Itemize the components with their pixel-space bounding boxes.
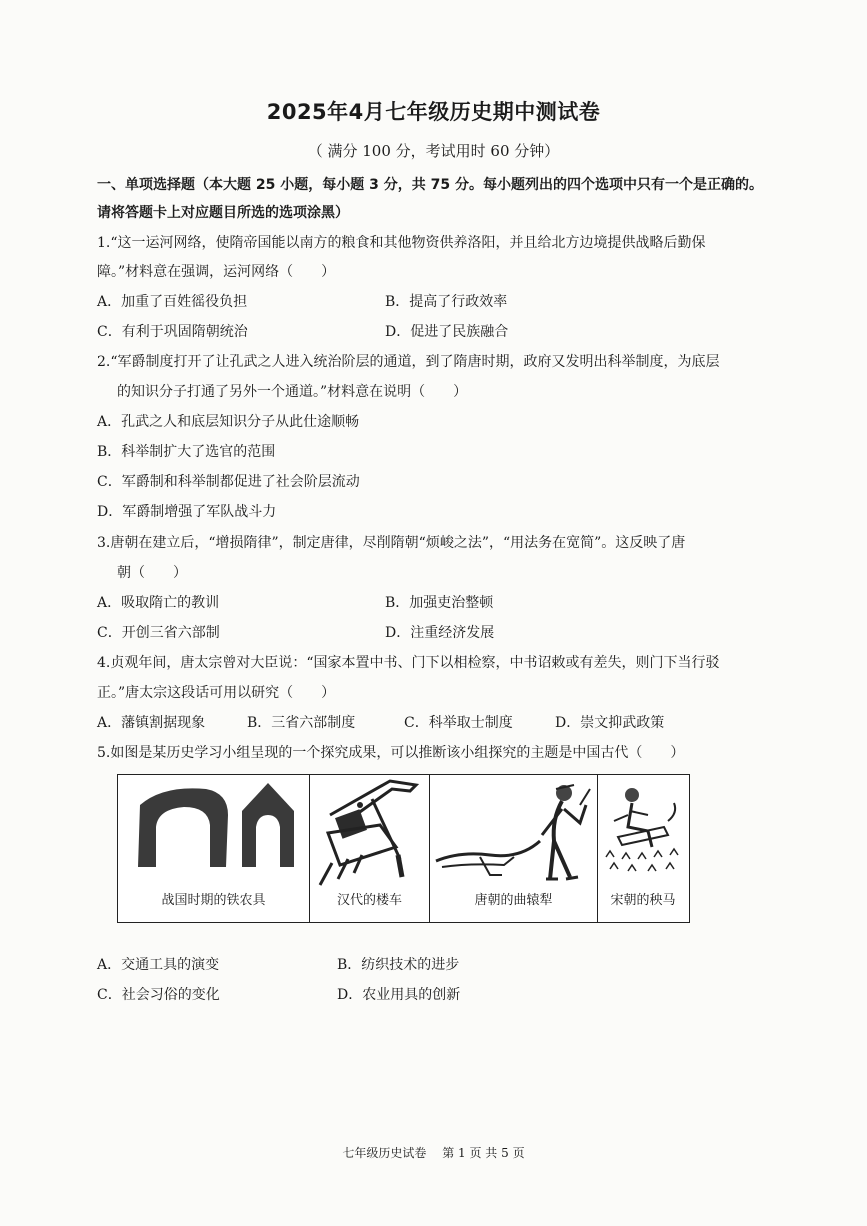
q5-figure — [117, 774, 690, 923]
q3-stem-line1: 3.唐朝在建立后，“增损隋律”，制定唐律，尽削隋朝“烦峻之法”，“用法务在宽简”。这反映了唐 — [97, 535, 686, 551]
q4-stem-line1: 4.贞观年间，唐太宗曾对大臣说：“国家本置中书、门下以相检察，中书诏敕或有差失，则门下当行驳 — [97, 655, 720, 671]
q2-stem-line1: 2.“军爵制度打开了让孔武之人进入统治阶层的通道，到了隋唐时期，政府又发明出科举制度，为底层 — [97, 354, 720, 370]
q5-option-a: A．交通工具的演变 — [97, 957, 220, 973]
caption-seed-drill: 汉代的楼车 — [336, 893, 402, 908]
figure-panel-seed-drill — [310, 775, 430, 922]
caption-curved-plough: 唐朝的曲辕犁 — [474, 893, 553, 908]
exam-title: 2025年4月七年级历史期中测试卷 — [266, 100, 601, 124]
caption-iron-tools: 战国时期的铁农具 — [161, 893, 266, 908]
section-heading-line2: 请将答题卡上对应题目所选的选项涂黑） — [97, 205, 349, 221]
q1-option-a: A．加重了百姓徭役负担 — [97, 294, 248, 310]
q1-stem-line1: 1.“这一运河网络，使隋帝国能以南方的粮食和其他物资供养洛阳，并且给北方边境提供战略后勤保 — [97, 235, 706, 251]
q4-option-b: B．三省六部制度 — [247, 715, 356, 731]
figure-panel-curved-plough — [430, 775, 598, 922]
q1-stem-line2: 障。”材料意在强调，运河网络（ ） — [97, 264, 336, 280]
q3-option-c: C．开创三省六部制 — [97, 625, 220, 641]
q2-option-d: D．军爵制增强了军队战斗力 — [97, 504, 277, 520]
figure-panel-iron-tools — [118, 775, 310, 922]
q4-option-c: C．科举取士制度 — [404, 715, 513, 731]
q5-option-d: D．农业用具的创新 — [337, 987, 461, 1003]
caption-yangma: 宋朝的秧马 — [610, 893, 676, 908]
q5-option-b: B．纺织技术的进步 — [337, 957, 460, 973]
q5-option-c: C．社会习俗的变化 — [97, 987, 220, 1003]
q2-option-a: A．孔武之人和底层知识分子从此仕途顺畅 — [97, 414, 360, 430]
q2-option-b: B．科举制扩大了选官的范围 — [97, 444, 276, 460]
q3-option-d: D．注重经济发展 — [385, 625, 495, 641]
page-footer: 七年级历史试卷 第 1 页 共 5 页 — [342, 1146, 525, 1160]
q4-option-d: D．崇文抑武政策 — [555, 715, 665, 731]
q3-option-b: B．加强吏治整顿 — [385, 595, 494, 611]
q2-option-c: C．军爵制和科举制都促进了社会阶层流动 — [97, 474, 360, 490]
figure-panel-yangma — [598, 775, 688, 922]
q1-option-d: D．促进了民族融合 — [385, 324, 509, 340]
section-heading-line1: 一、单项选择题（本大题 25 小题，每小题 3 分，共 75 分。每小题列出的四个选项中只有一个是正确的。 — [97, 177, 763, 193]
q4-stem-line2: 正。”唐太宗这段话可用以研究（ ） — [97, 685, 336, 701]
q3-stem-line2: 朝（ ） — [117, 565, 187, 581]
q1-option-b: B．提高了行政效率 — [385, 294, 508, 310]
q3-option-a: A．吸取隋亡的教训 — [97, 595, 220, 611]
q4-option-a: A．藩镇割据现象 — [97, 715, 206, 731]
q1-option-c: C．有利于巩固隋朝统治 — [97, 324, 248, 340]
exam-subtitle: （ 满分 100 分，考试用时 60 分钟） — [307, 142, 560, 160]
q2-stem-line2: 的知识分子打通了另外一个通道。”材料意在说明（ ） — [117, 384, 468, 400]
q5-stem: 5.如图是某历史学习小组呈现的一个探究成果，可以推断该小组探究的主题是中国古代（ ） — [97, 745, 685, 761]
